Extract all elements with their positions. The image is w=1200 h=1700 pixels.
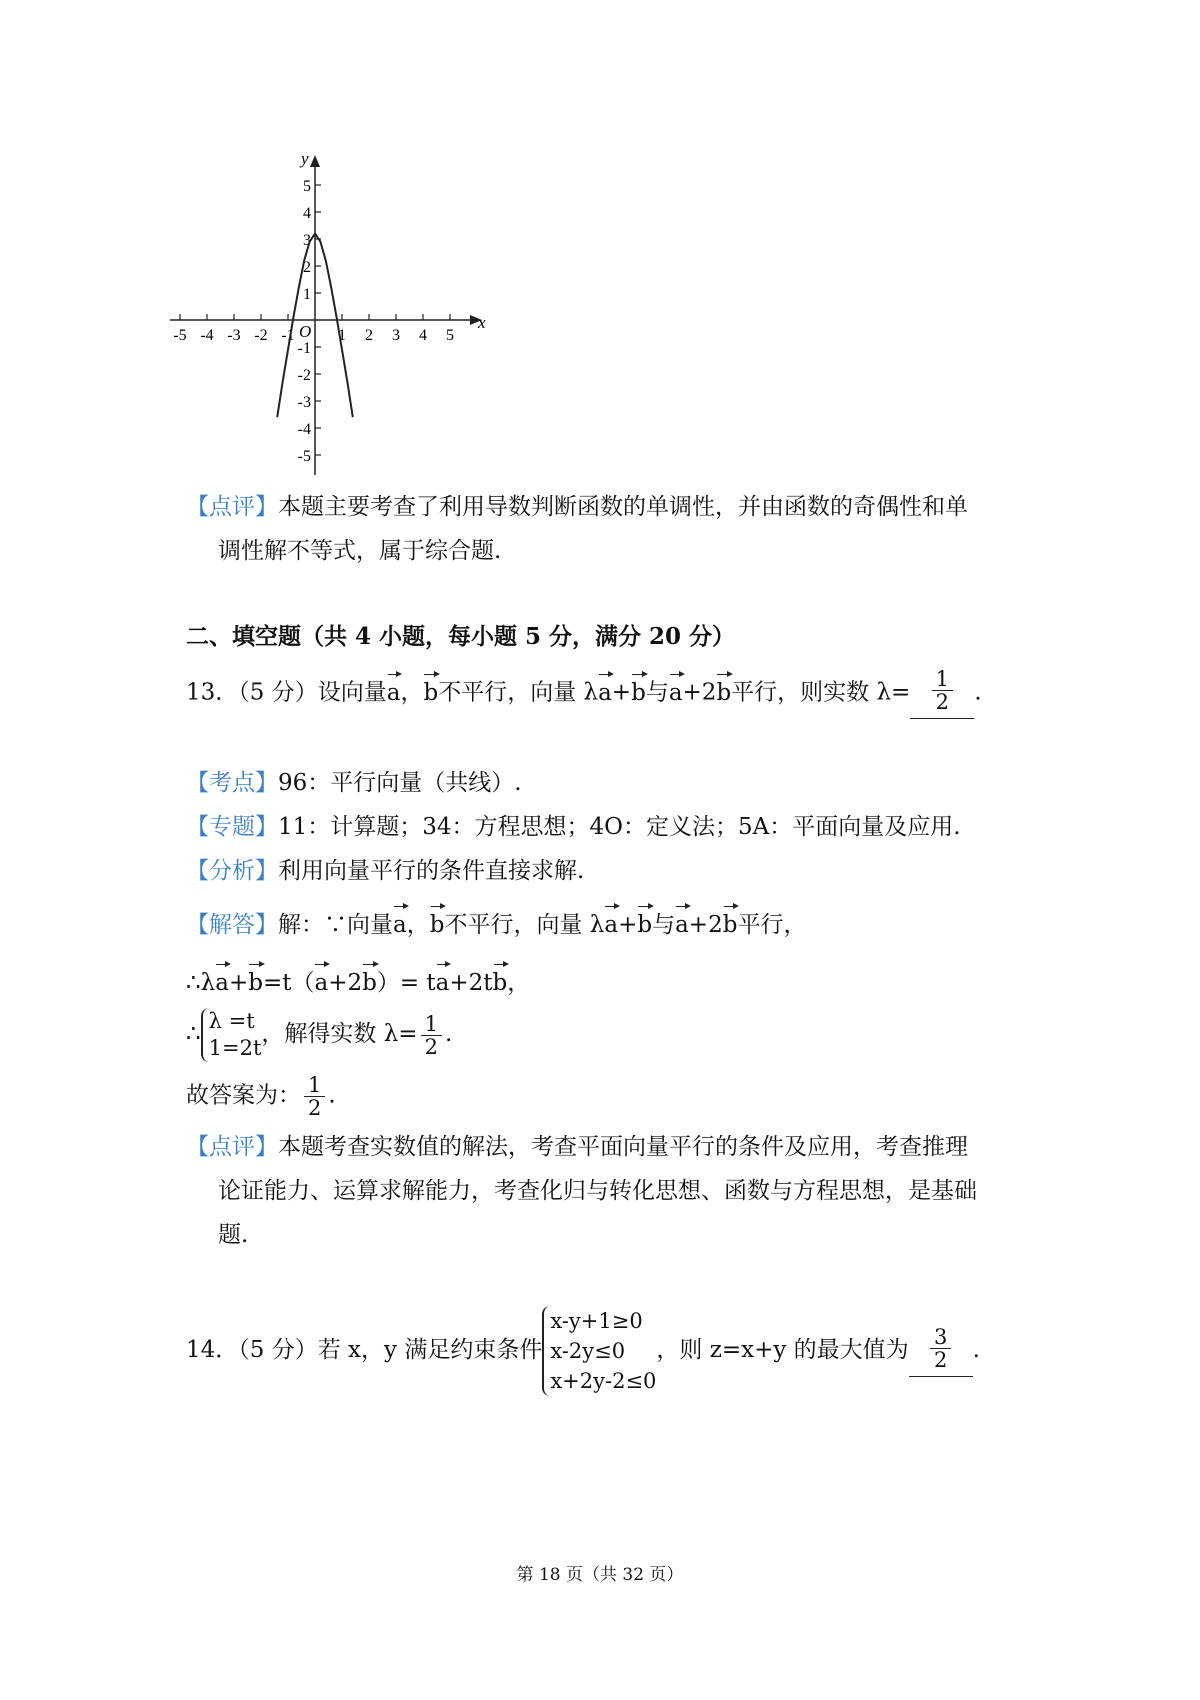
q13-zhuanti <box>186 812 961 842</box>
x-tick-label: -2 <box>254 327 268 344</box>
q13-number: 13． <box>186 679 239 706</box>
x-tick-label: 3 <box>392 327 400 344</box>
x-tick-label: -5 <box>173 327 187 344</box>
constraint-2: x-2y≤0 <box>550 1339 626 1363</box>
origin-label: O <box>299 322 312 341</box>
y-tick-label: -4 <box>297 421 311 438</box>
kaodian-text: 96：平行向量（共线）. <box>278 770 522 796</box>
jieda-text3: 与 <box>652 912 676 938</box>
question-14 <box>186 1306 980 1396</box>
equation-system <box>201 1008 262 1062</box>
q13-text2: 不平行，向量 λ <box>438 679 599 706</box>
review1-line1 <box>186 492 968 522</box>
vector-a: a <box>393 904 407 940</box>
step1-plus2t: +2t <box>449 970 493 996</box>
review1-text1: 本题主要考查了利用导数判断函数的单调性，并由函数的奇偶性和单 <box>278 494 968 520</box>
q13-end: . <box>974 679 982 706</box>
fraction-numerator: 1 <box>308 1073 322 1097</box>
y-tick-label: -1 <box>297 340 311 357</box>
step1-eq: =t（ <box>262 970 315 996</box>
section-heading: 二、填空题（共 4 小题，每小题 5 分，满分 20 分） <box>186 623 736 650</box>
answer-blank <box>910 668 974 719</box>
fraction-denominator: 2 <box>930 1348 951 1371</box>
review1-text2: 调性解不等式，属于综合题. <box>218 538 502 564</box>
q13-fenxi <box>186 856 584 886</box>
q14-text2: ，则 z=x+y 的最大值为 <box>656 1337 909 1363</box>
q13-score: （5 分） <box>238 679 318 706</box>
question-13 <box>186 668 982 719</box>
jieda-tag: 【解答】 <box>186 912 278 938</box>
q13-text3: 与 <box>645 679 669 706</box>
answer-blank <box>909 1326 973 1377</box>
jieda-text2: 不平行，向量 λ <box>444 912 605 938</box>
vector-a: a <box>604 904 618 940</box>
zhuanti-tag: 【专题】 <box>186 814 278 840</box>
jieda-plus: + <box>618 912 638 938</box>
q13-step2 <box>186 1008 452 1062</box>
q13-text1: 设向量 <box>317 679 387 706</box>
answer-fraction <box>930 1326 951 1371</box>
q14-score: （5 分） <box>238 1337 318 1363</box>
review2-line3 <box>218 1220 248 1250</box>
step1-plus: + <box>228 970 249 996</box>
vector-b: b <box>248 962 263 998</box>
x-axis <box>170 315 482 325</box>
vector-a: a <box>387 672 401 708</box>
q13-text4: 平行，则实数 λ= <box>731 679 911 706</box>
fraction-denominator: 2 <box>304 1096 325 1119</box>
vector-b: b <box>430 904 445 940</box>
review2-line2 <box>218 1176 977 1206</box>
answer-end: . <box>328 1082 336 1109</box>
answer-fraction <box>304 1074 325 1119</box>
vector-a: a <box>669 672 683 708</box>
q13-answer <box>186 1074 336 1119</box>
step2-end: . <box>444 1021 453 1047</box>
y-tick-label: 3 <box>303 232 311 249</box>
fraction-numerator: 3 <box>933 1324 948 1349</box>
y-tick-label: 2 <box>303 259 311 276</box>
constraint-1: x-y+1≥0 <box>550 1309 643 1333</box>
y-axis-label: y <box>301 150 309 168</box>
review2-text3: 题. <box>218 1222 249 1248</box>
x-tick-label: 4 <box>419 327 427 344</box>
page-footer: 第 18 页（共 32 页） <box>516 1565 684 1585</box>
q13-step1 <box>186 962 530 998</box>
vector-b: b <box>631 672 646 708</box>
review2-tag: 【点评】 <box>186 1134 278 1160</box>
fenxi-tag: 【分析】 <box>186 858 278 884</box>
vector-a: a <box>436 962 450 998</box>
x-axis-label: x <box>478 313 486 332</box>
q13-kaodian <box>186 768 522 798</box>
x-tick-label: -4 <box>200 327 214 344</box>
step2-fraction <box>421 1013 442 1058</box>
fraction-numerator: 1 <box>424 1011 438 1036</box>
review2-text1: 本题考查实数值的解法，考查平面向量平行的条件及应用，考查推理 <box>278 1134 968 1160</box>
answer-fraction <box>932 668 953 713</box>
jieda-comma: ， <box>406 912 430 938</box>
q13-plus: + <box>611 679 632 706</box>
vector-b: b <box>423 672 438 708</box>
vector-b: b <box>362 962 377 998</box>
fenxi-text: 利用向量平行的条件直接求解. <box>278 858 585 884</box>
x-tick-label: -1 <box>281 327 295 344</box>
step2-therefore: ∴ <box>186 1021 201 1047</box>
step1-close: ）= t <box>376 970 436 996</box>
y-tick-label: -2 <box>297 367 311 384</box>
review1-line2 <box>218 536 501 566</box>
parabola-graph <box>160 150 500 480</box>
vector-a: a <box>314 962 328 998</box>
fraction-denominator: 2 <box>421 1035 442 1058</box>
step1-plus2: +2 <box>328 970 363 996</box>
y-axis <box>310 155 320 475</box>
x-tick-label: 5 <box>446 327 454 344</box>
y-tick-label: -3 <box>297 394 311 411</box>
y-tick-label: -5 <box>297 448 311 465</box>
y-tick-label: 1 <box>303 286 311 303</box>
y-tick-label: 4 <box>303 205 311 222</box>
x-tick-label: 2 <box>365 327 373 344</box>
q14-number: 14． <box>186 1337 239 1363</box>
fraction-numerator: 1 <box>935 667 950 691</box>
zhuanti-text: 11：计算题；34：方程思想；4O：定义法；5A：平面向量及应用. <box>278 814 961 840</box>
vector-a: a <box>675 904 689 940</box>
jieda-text4: 平行， <box>737 912 807 938</box>
step2-text: ，解得实数 λ= <box>261 1021 418 1047</box>
q14-end: . <box>972 1337 980 1363</box>
jieda-plus2: +2 <box>688 912 723 938</box>
x-tick-label: -3 <box>227 327 241 344</box>
y-tick-label: 5 <box>303 178 311 195</box>
constraint-3: x+2y-2≤0 <box>550 1369 657 1393</box>
review2-text2: 论证能力、运算求解能力，考查化归与转化思想、函数与方程思想，是基础 <box>218 1178 977 1204</box>
q14-text1: 若 x，y 满足约束条件 <box>317 1337 543 1363</box>
vector-a: a <box>215 962 229 998</box>
system-equation-1: λ =t <box>208 1009 255 1033</box>
review2-line1 <box>186 1132 968 1162</box>
jieda-text1: 解：∵向量 <box>278 912 393 938</box>
constraint-system <box>542 1306 656 1396</box>
step1-therefore: ∴λ <box>186 970 216 996</box>
review1-tag: 【点评】 <box>186 494 278 520</box>
vector-b: b <box>493 962 508 998</box>
vector-b: b <box>637 904 652 940</box>
kaodian-tag: 【考点】 <box>186 770 278 796</box>
q13-plus2: +2 <box>682 679 717 706</box>
q13-jieda <box>186 904 806 940</box>
x-tick-label: 1 <box>338 327 346 344</box>
step1-end: ， <box>507 970 531 996</box>
q13-comma: ， <box>400 679 424 706</box>
vector-a: a <box>598 672 612 708</box>
vector-b: b <box>723 904 738 940</box>
system-equation-2: 1=2t <box>208 1036 262 1060</box>
answer-text: 故答案为： <box>186 1082 301 1109</box>
vector-b: b <box>716 672 731 708</box>
fraction-denominator: 2 <box>932 690 953 713</box>
